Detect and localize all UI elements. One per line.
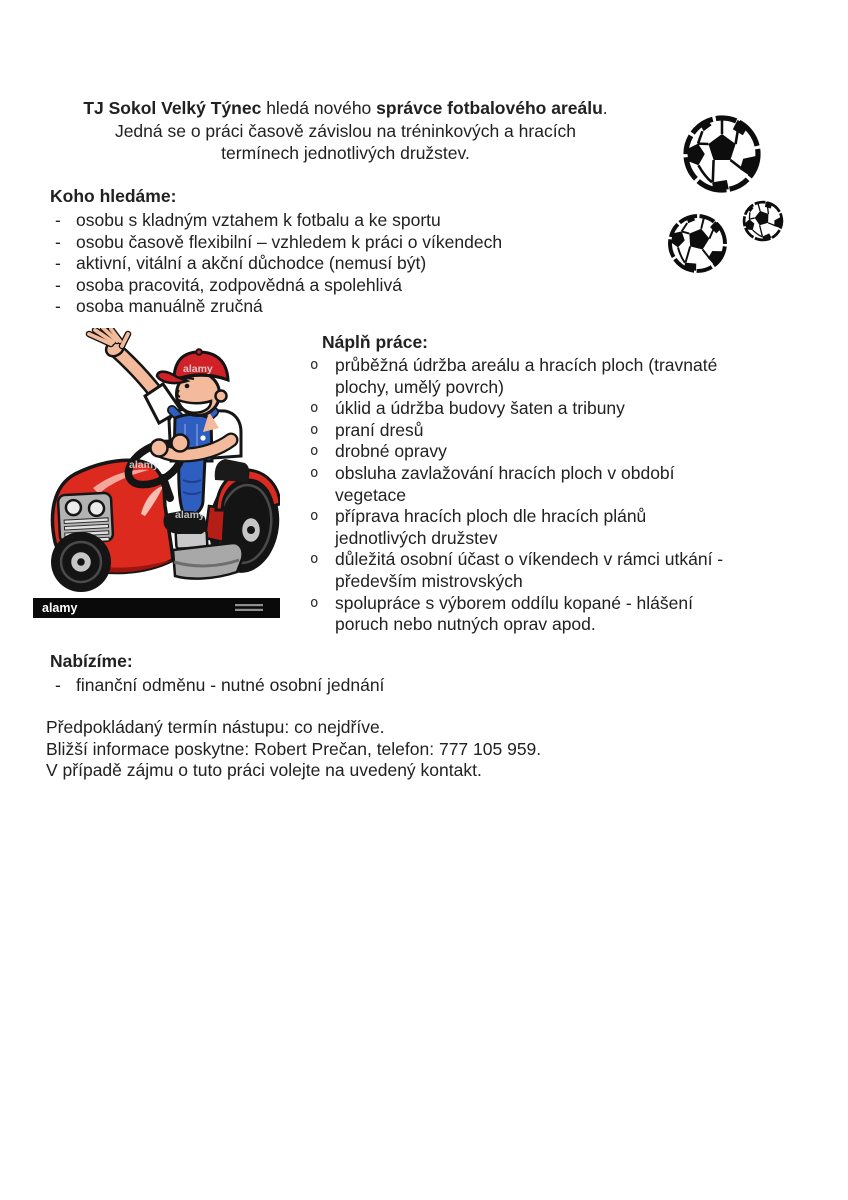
list-item	[308, 549, 778, 592]
alamy-logo: alamy	[42, 601, 78, 615]
list-item-text: spolupráce s výborem oddílu kopané - hlášení poruch nebo nutných oprav apod.	[335, 592, 693, 635]
eye	[185, 384, 190, 389]
title-line-2: Jedná se o práci časově závislou na tréninkových a hracích	[114, 120, 577, 141]
contact-start-date: Předpokládaný termín nástupu: co nejdříve.	[46, 717, 385, 737]
list-item	[50, 253, 502, 275]
title-club-name: TJ Sokol Velký Týnec	[83, 98, 262, 118]
list-item-text: praní dresů	[335, 419, 424, 440]
circle-bullet: o	[310, 357, 319, 373]
section-nabizime	[50, 650, 384, 697]
list-item	[50, 296, 502, 318]
contact-person-phone: Bližší informace poskytne: Robert Prečan, telefon: 777 105 959.	[46, 738, 542, 759]
title-block	[45, 97, 646, 165]
dash-bullet: -	[55, 274, 61, 295]
napln-heading: Náplň práce:	[322, 332, 428, 352]
title-mid-text: hledá nového	[261, 98, 377, 118]
title-role-name: správce fotbalového areálu	[376, 98, 603, 118]
bar-fineprint-line	[235, 604, 263, 606]
koho-list	[50, 210, 502, 318]
watermark-text: alamy	[183, 363, 213, 375]
list-item	[308, 506, 778, 549]
circle-bullet: o	[310, 508, 319, 525]
watermark-text: alamy	[175, 509, 205, 521]
list-item	[308, 398, 778, 420]
list-item	[308, 593, 778, 636]
list-item-text: příprava hracích ploch dle hracích plánů jednotlivých družstev	[335, 506, 647, 548]
circle-bullet: o	[310, 594, 319, 611]
title-period: .	[602, 98, 608, 118]
list-item	[50, 275, 502, 297]
mower-clipart-svg	[33, 328, 280, 618]
list-item-text: drobné opravy	[335, 441, 447, 462]
list-item	[308, 355, 778, 398]
nabizime-heading: Nabízíme:	[50, 651, 133, 671]
list-item	[50, 232, 502, 254]
alamy-bar	[33, 598, 280, 618]
list-item-text: důležitá osobní účast o víkendech v rámci utkání - především mistrovských	[335, 549, 724, 591]
dash-bullet: -	[55, 253, 61, 274]
list-item-text: osobu s kladným vztahem k fotbalu a ke sportu	[76, 210, 441, 230]
circle-bullet: o	[310, 551, 319, 568]
napln-list	[308, 355, 778, 636]
circle-bullet: o	[310, 400, 319, 417]
title-line-1	[45, 97, 646, 120]
soccer-ball-large-icon	[681, 114, 763, 194]
list-item	[50, 675, 384, 697]
section-napln-prace	[308, 331, 778, 636]
list-item-text: finanční odměnu - nutné osobní jednání	[76, 675, 385, 695]
list-item-text: obsluha zavlažování hracích ploch v období vegetace	[335, 462, 675, 505]
contact-call-note: V případě zájmu o tuto práci volejte na uvedený kontakt.	[46, 760, 482, 781]
list-item-text: osoba pracovitá, zodpovědná a spolehlivá	[76, 274, 402, 295]
front-wheel	[51, 532, 111, 592]
title-line-3: termínech jednotlivých družstev.	[221, 143, 470, 163]
list-item-text: aktivní, vitální a akční důchodce (nemusí být)	[76, 253, 427, 274]
section-koho-hledame	[50, 185, 502, 318]
list-item-text: úklid a údržba budovy šaten a tribuny	[335, 398, 625, 419]
circle-bullet: o	[310, 443, 319, 460]
watermark-text: alamy	[129, 459, 159, 471]
list-item-text: osobu časově flexibilní – vzhledem k práci o víkendech	[76, 231, 503, 252]
dash-bullet: -	[55, 210, 61, 230]
dash-bullet: -	[55, 675, 61, 695]
list-item-text: průběžná údržba areálu a hracích ploch (travnaté plochy, umělý povrch)	[335, 355, 718, 397]
mower-clipart	[33, 328, 280, 618]
leg	[179, 458, 205, 515]
soccer-ball-small-icon	[737, 194, 790, 248]
dash-bullet: -	[55, 231, 61, 252]
list-item	[50, 210, 502, 232]
circle-bullet: o	[310, 421, 319, 438]
koho-heading: Koho hledáme:	[50, 186, 177, 206]
contact-block	[46, 717, 541, 782]
nabizime-list	[50, 675, 384, 697]
soccer-ball-medium-icon	[660, 206, 734, 282]
list-item	[308, 463, 778, 506]
list-item	[308, 420, 778, 442]
dash-bullet: -	[55, 296, 61, 317]
circle-bullet: o	[310, 464, 319, 481]
bar-fineprint-line	[235, 609, 263, 611]
list-item	[308, 441, 778, 463]
list-item-text: osoba manuálně zručná	[76, 296, 263, 317]
